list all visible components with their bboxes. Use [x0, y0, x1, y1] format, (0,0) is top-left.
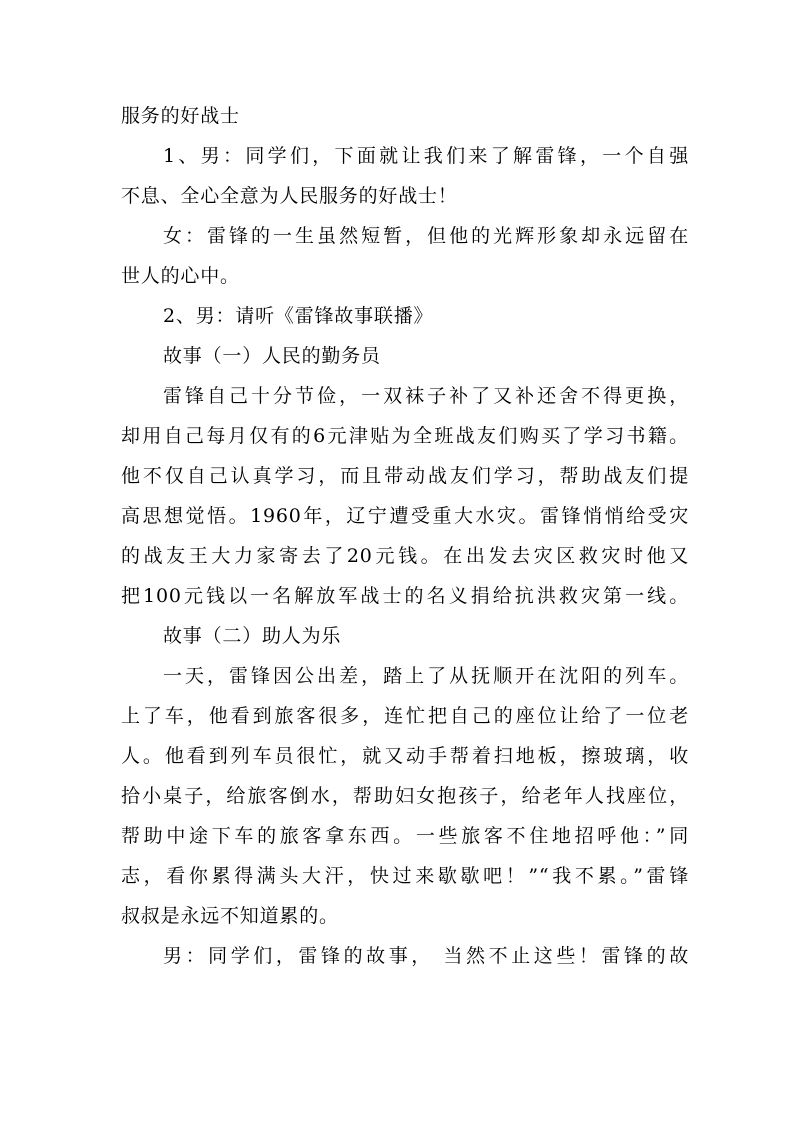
- text-line: 男：同学们，雷锋的故事， 当然不止这些！雷锋的故: [163, 945, 689, 967]
- text-line: 故事（一）人民的勤务员: [163, 345, 381, 367]
- text-line: 却用自己每月仅有的6元津贴为全班战友们购买了学习书籍。: [121, 425, 689, 447]
- document-body: [121, 96, 689, 976]
- text-line: 2、男：请听《雷锋故事联播》: [163, 305, 434, 327]
- text-line: 一天，雷锋因公出差，踏上了从抚顺开在沈阳的列车。: [163, 665, 689, 687]
- text-line: 叔叔是永远不知道累的。: [121, 905, 339, 927]
- text-line: 女：雷锋的一生虽然短暂，但他的光辉形象却永远留在: [163, 225, 689, 247]
- text-line: 他不仅自己认真学习，而且带动战友们学习，帮助战友们提: [121, 465, 689, 487]
- text-line: 服务的好战士: [121, 105, 240, 127]
- text-line: 把100元钱以一名解放军战士的名义捐给抗洪救灾第一线。: [121, 585, 689, 607]
- text-line: 拾小桌子，给旅客倒水，帮助妇女抱孩子，给老年人找座位，: [121, 785, 689, 807]
- text-line: 雷锋自己十分节俭，一双袜子补了又补还舍不得更换，: [163, 385, 689, 407]
- text-line: 世人的心中。: [121, 265, 240, 287]
- text-line: 志，看你累得满头大汗，快过来歇歇吧！”“我不累。”雷锋: [121, 865, 689, 887]
- text-line: 帮助中途下车的旅客拿东西。一些旅客不住地招呼他：”同: [121, 825, 689, 847]
- text-line: 人。他看到列车员很忙，就又动手帮着扫地板，擦玻璃，收: [121, 745, 689, 767]
- text-line: 高思想觉悟。1960年，辽宁遭受重大水灾。雷锋悄悄给受灾: [121, 505, 689, 527]
- text-line: 上了车，他看到旅客很多，连忙把自己的座位让给了一位老: [121, 705, 689, 727]
- text-line: 的战友王大力家寄去了20元钱。在出发去灾区救灾时他又: [121, 545, 689, 567]
- text-line: 不息、全心全意为人民服务的好战士！: [121, 185, 458, 207]
- text-line: 故事（二）助人为乐: [163, 625, 342, 647]
- text-line: 1、男：同学们，下面就让我们来了解雷锋，一个自强: [163, 145, 689, 167]
